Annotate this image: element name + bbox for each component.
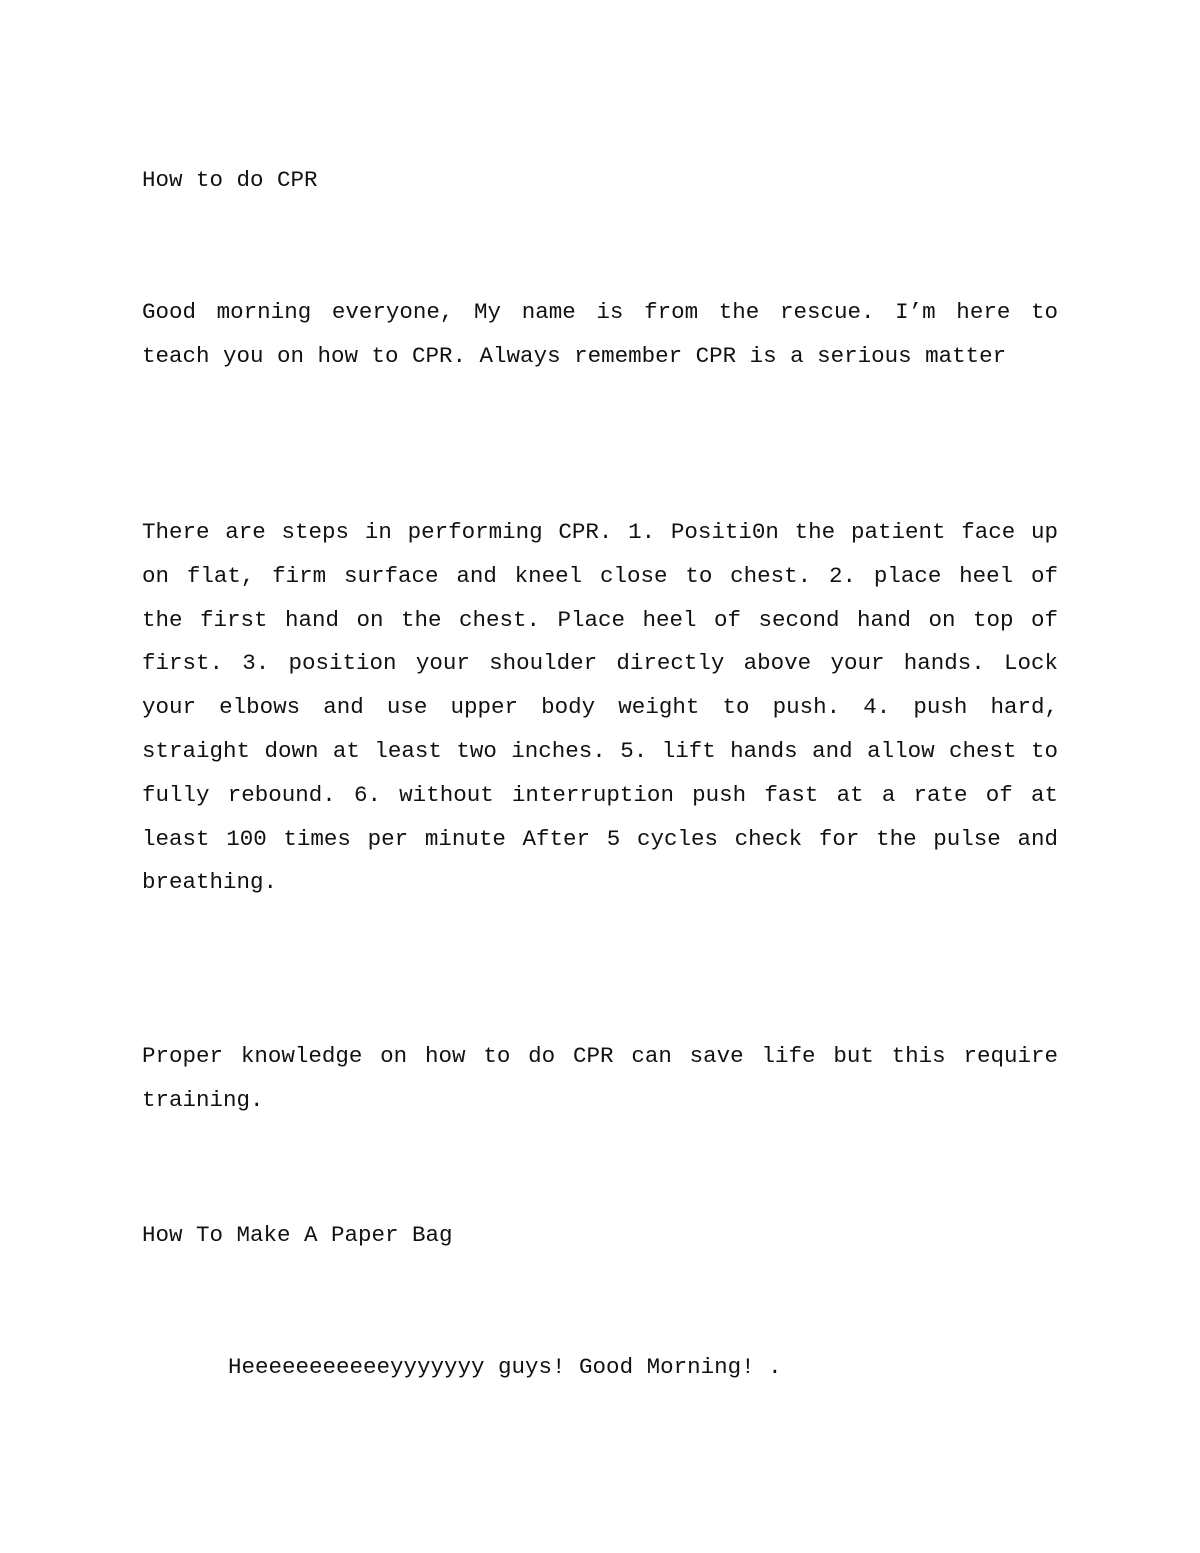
paper-bag-title: How To Make A Paper Bag xyxy=(142,1222,453,1248)
intro-paragraph: Good morning everyone, My name is from the rescue. I’m here to teach you on how to CPR. Always remember CPR is a serious matter xyxy=(142,299,1058,369)
cpr-steps-paragraph: There are steps in performing CPR. 1. Positi0n the patient face up on flat, firm surface and kneel close to chest. 2. place heel of the first hand on the chest. Place heel of second hand on top of first. 3. position your shoulder directly above your hands. Lock your elbows and use upper body weight to push. 4. push hard, straight down at least two inches. 5. lift hands and allow chest to fully rebound. 6. without interruption push fast at a rate of at least 100 times per minute After 5 cycles check for the pulse and breathing. xyxy=(142,519,1058,896)
cpr-title: How to do CPR xyxy=(142,167,318,193)
conclusion-paragraph: Proper knowledge on how to do CPR can save life but this require training. xyxy=(142,1043,1058,1113)
greeting-paragraph: Heeeeeeeeeeeyyyyyyy guys! Good Morning! . xyxy=(228,1354,782,1380)
